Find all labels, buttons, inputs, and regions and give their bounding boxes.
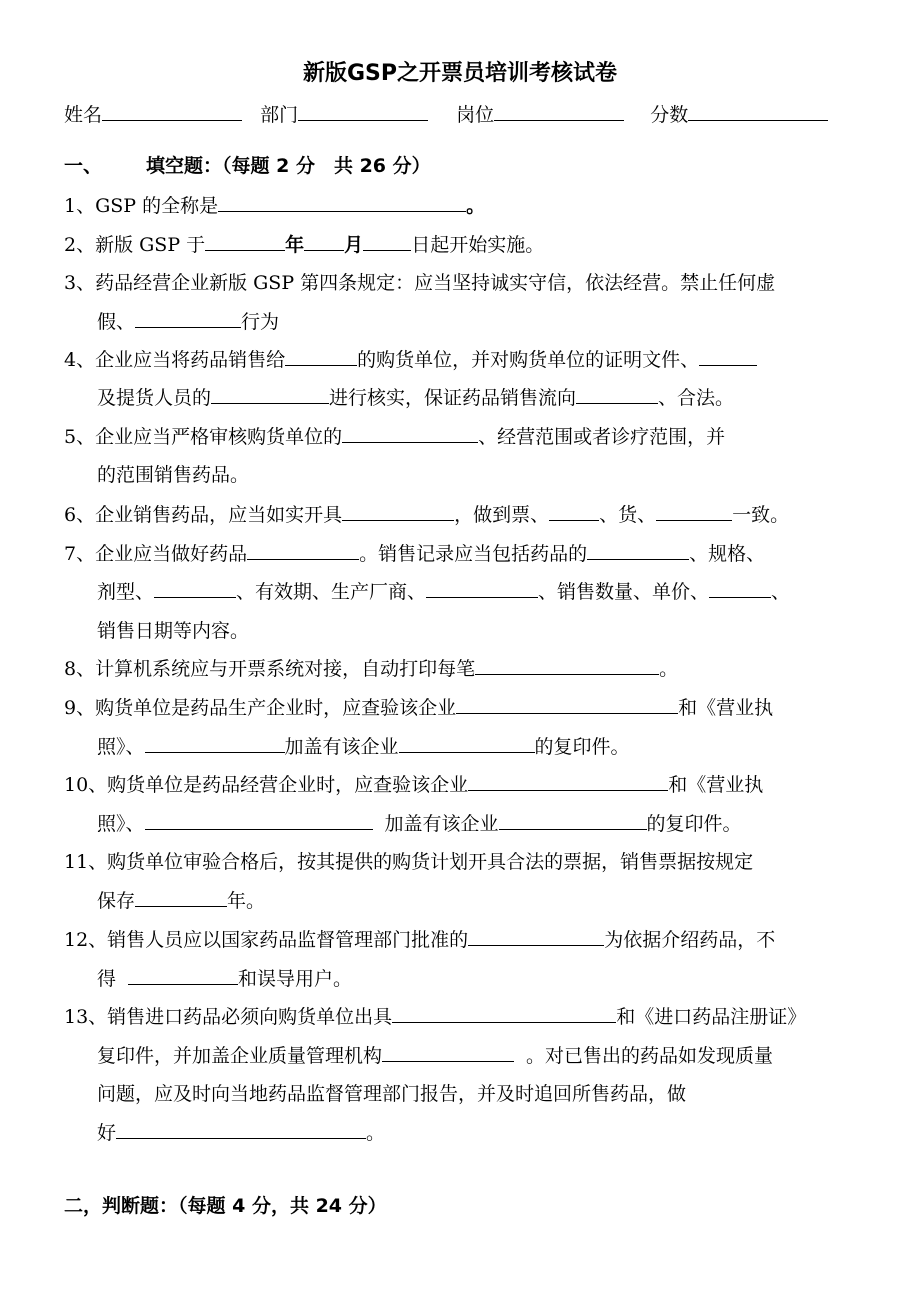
- q10-text-4: 加盖有该企业: [384, 813, 499, 835]
- q2-month-blank[interactable]: [304, 232, 344, 251]
- post-label: 岗位: [456, 104, 495, 126]
- question-8: [64, 656, 678, 682]
- q9-text-3: 照》、: [97, 736, 145, 758]
- question-9-line-1: [64, 695, 773, 721]
- question-12-line-2: [97, 966, 352, 992]
- q7-blank-5[interactable]: [709, 579, 771, 598]
- q2-text: 2、新版 GSP 于: [64, 234, 206, 256]
- q6-text-3: 、货、: [599, 504, 657, 526]
- q12-blank-1[interactable]: [468, 927, 604, 946]
- q4-text-4: 进行核实，保证药品销售流向: [329, 387, 577, 409]
- q11-text: 保存: [97, 890, 136, 912]
- question-4-line-2: [97, 385, 734, 411]
- q13-end: 。: [366, 1122, 386, 1144]
- question-13-line-4: [97, 1120, 385, 1146]
- question-9-line-2: [97, 734, 630, 760]
- q9-blank-2[interactable]: [145, 734, 285, 753]
- q7-blank-3[interactable]: [154, 579, 236, 598]
- question-13-line-1: [64, 1004, 806, 1030]
- q2-month: 月: [344, 234, 364, 256]
- section-1-heading: [64, 153, 431, 179]
- question-3-line-2: [97, 309, 279, 335]
- q7-text-6: 、销售数量、单价、: [538, 581, 710, 603]
- question-5-line-2: 的范围销售药品。: [97, 464, 250, 486]
- q13-blank-3[interactable]: [116, 1120, 366, 1139]
- question-11-line-2: [97, 888, 265, 914]
- q2-year-blank[interactable]: [205, 232, 285, 251]
- question-10-line-2: [97, 811, 742, 837]
- dept-blank[interactable]: [298, 102, 428, 121]
- q10-text-2: 和《营业执: [668, 774, 764, 796]
- question-2: [64, 232, 544, 258]
- q10-text: 10、购货单位是药品经营企业时，应查验该企业: [64, 774, 469, 796]
- question-1: [64, 193, 485, 219]
- q9-text: 9、购货单位是药品生产企业时，应查验该企业: [64, 697, 457, 719]
- q5-text: 5、企业应当严格审核购货单位的: [64, 426, 343, 448]
- q1-end: 。: [466, 195, 486, 217]
- q8-blank[interactable]: [475, 656, 659, 675]
- name-blank[interactable]: [102, 102, 242, 121]
- q3-text: 假、: [97, 311, 136, 333]
- q6-text: 6、企业销售药品，应当如实开具: [64, 504, 343, 526]
- q4-text-2: 的购货单位，并对购货单位的证明文件、: [357, 349, 700, 371]
- q6-blank-3[interactable]: [656, 502, 732, 521]
- question-7-line-1: [64, 541, 765, 567]
- q4-blank-4[interactable]: [576, 385, 658, 404]
- question-13-line-3: 问题，应及时向当地药品监督管理部门报告，并及时追回所售药品，做: [97, 1083, 687, 1105]
- q10-blank-1[interactable]: [468, 772, 668, 791]
- q1-blank[interactable]: [218, 193, 466, 212]
- q7-blank-1[interactable]: [247, 541, 359, 560]
- question-7-line-3: 销售日期等内容。: [97, 620, 250, 642]
- q13-text-4: 。对已售出的药品如发现质量: [526, 1045, 774, 1067]
- q2-day-blank[interactable]: [363, 232, 411, 251]
- q5-blank[interactable]: [342, 424, 478, 443]
- q10-blank-3[interactable]: [499, 811, 647, 830]
- q9-blank-3[interactable]: [399, 734, 535, 753]
- q2-end: 日起开始实施。: [411, 234, 545, 256]
- question-10-line-1: [64, 772, 763, 798]
- q13-text-5: 好: [97, 1122, 117, 1144]
- q8-text: 8、计算机系统应与开票系统对接，自动打印每笔: [64, 658, 476, 680]
- score-blank[interactable]: [688, 102, 828, 121]
- q12-end: 和误导用户。: [238, 968, 353, 990]
- q7-text-5: 、有效期、生产厂商、: [236, 581, 427, 603]
- header-row: [64, 102, 828, 128]
- post-blank[interactable]: [494, 102, 624, 121]
- q3-end: 行为: [241, 311, 280, 333]
- q4-end: 、合法。: [658, 387, 735, 409]
- q7-text-7: 、: [771, 581, 791, 603]
- q9-text-4: 加盖有该企业: [284, 736, 399, 758]
- q9-blank-1[interactable]: [456, 695, 678, 714]
- q8-end: 。: [659, 658, 679, 680]
- q12-text-2: 为依据介绍药品，不: [604, 929, 776, 951]
- q3-blank[interactable]: [135, 309, 241, 328]
- q4-text: 4、企业应当将药品销售给: [64, 349, 286, 371]
- q13-text-3: 复印件，并加盖企业质量管理机构: [97, 1045, 383, 1067]
- q12-blank-2[interactable]: [128, 966, 238, 985]
- q10-end: 的复印件。: [646, 813, 742, 835]
- q1-text: 1、GSP 的全称是: [64, 195, 219, 217]
- q10-text-3: 照》、: [97, 813, 145, 835]
- question-4-line-1: [64, 347, 757, 373]
- section-1-label: 填空题：（每题 2 分 共 26 分）: [146, 155, 431, 177]
- q4-blank-3[interactable]: [211, 385, 329, 404]
- q11-end: 年。: [227, 890, 266, 912]
- q7-blank-4[interactable]: [426, 579, 538, 598]
- q6-end: 一致。: [732, 504, 790, 526]
- q12-text: 12、销售人员应以国家药品监督管理部门批准的: [64, 929, 469, 951]
- question-13-line-2: [97, 1043, 773, 1069]
- q7-text-2: 。销售记录应当包括药品的: [359, 543, 588, 565]
- q4-blank-2[interactable]: [699, 347, 757, 366]
- question-11-line-1: 11、购货单位审验合格后，按其提供的购货计划开具合法的票据，销售票据按规定: [64, 851, 754, 873]
- q9-end: 的复印件。: [534, 736, 630, 758]
- q7-blank-2[interactable]: [587, 541, 689, 560]
- q2-year: 年: [285, 234, 305, 256]
- q7-text: 7、企业应当做好药品: [64, 543, 248, 565]
- section-1-number: 一、: [64, 155, 103, 177]
- q10-blank-2[interactable]: [145, 811, 373, 830]
- score-label: 分数: [650, 104, 689, 126]
- question-5-line-1: [64, 424, 725, 450]
- q12-text-3: 得: [97, 968, 117, 990]
- q5-text-2: 、经营范围或者诊疗范围，并: [478, 426, 726, 448]
- q13-text: 13、销售进口药品必须向购货单位出具: [64, 1006, 393, 1028]
- question-7-line-2: [97, 579, 790, 605]
- q11-blank[interactable]: [135, 888, 227, 907]
- name-label: 姓名: [64, 104, 103, 126]
- q4-text-3: 及提货人员的: [97, 387, 212, 409]
- q7-text-3: 、规格、: [689, 543, 766, 565]
- q7-text-4: 剂型、: [97, 581, 155, 603]
- q6-blank-1[interactable]: [342, 502, 454, 521]
- dept-label: 部门: [260, 104, 299, 126]
- q13-blank-1[interactable]: [392, 1004, 616, 1023]
- question-12-line-1: [64, 927, 775, 953]
- question-3-line-1: 3、药品经营企业新版 GSP 第四条规定：应当坚持诚实守信，依法经营。禁止任何虚: [64, 272, 776, 294]
- q6-blank-2[interactable]: [549, 502, 599, 521]
- q13-text-2: 和《进口药品注册证》: [616, 1006, 807, 1028]
- section-2-heading: 二，判断题：（每题 4 分，共 24 分）: [64, 1195, 387, 1217]
- q9-text-2: 和《营业执: [678, 697, 774, 719]
- q13-blank-2[interactable]: [382, 1043, 514, 1062]
- question-6: [64, 502, 789, 528]
- q4-blank-1[interactable]: [285, 347, 357, 366]
- page-title: 新版GSP之开票员培训考核试卷: [302, 61, 618, 86]
- q6-text-2: ，做到票、: [454, 504, 550, 526]
